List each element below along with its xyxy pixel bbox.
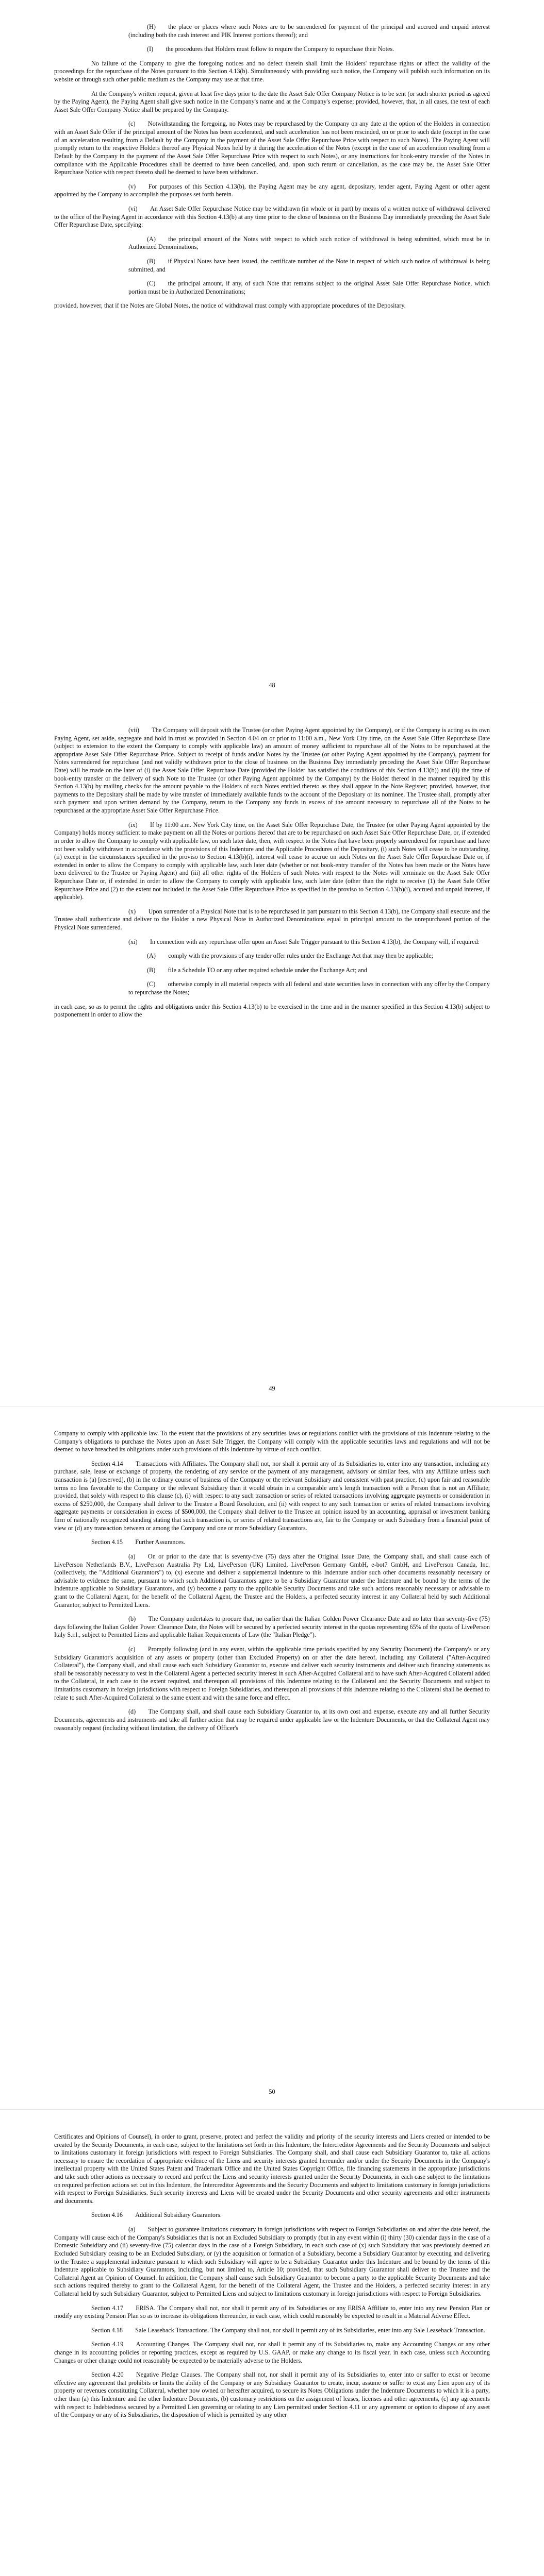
paragraph: (a) Subject to guarantee limitations customary in foreign jurisdictions with respect to Foreign Subsidiaries on and after the date hereof, the Company will cause each of the Company's Subsidiaries that is not an Excluded Subsidiary to promptly (but in any event within (i) thirty (30) calendar days in the case of a Domestic Subsidiary and (ii) seventy-five (75) calendar days in the case of a Foreign Subsidiary, in each such case of (x) such Subsidiary that was previously deemed an Excluded Subsidiary ceasing to be an Excluded Subsidiary, or (y) the acquisition or formation of a Subsidiary, become a Subsidiary Guarantor by executing and delivering to the Trustee a supplemental indenture pursuant to which such Subsidiary will agree to be a Subsidiary Guarantor under this Indenture and be bound by the terms of this Indenture applicable to Subsidiary Guarantors, including, but not limited to, Article 10; provided, that such Subsidiary Guarantor shall deliver to the Trustee and the Collateral Agent an Opinion of Counsel. In addition, the Company shall cause such Subsidiary Guarantor to become a party to the applicable Security Documents and take such actions required thereby to grant to the Collateral Agent, for the benefit of the Collateral Agent, the Trustee and the Holders, a perfected security interest in any Collateral held by such Subsidiary Guarantor, subject to Permitted Liens and subject to limitations customary in foreign jurisdictions with respect to Foreign Subsidiaries.	[54, 2226, 490, 2297]
paragraph: (C) otherwise comply in all material respects with all federal and state securities laws in connection with any offer by the Company to repurchase the Notes;	[128, 980, 490, 996]
page-51	[0, 2110, 544, 2576]
paragraph: (c) Notwithstanding the foregoing, no Notes may be repurchased by the Company on any date at the option of the Holders in connection with an Asset Sale Offer if the principal amount of the Notes has been accelerated, and such acceleration has not been rescinded, on or prior to such date (except in the case of an acceleration resulting from a Default by the Company in the payment of the Asset Sale Offer Repurchase Price with respect to such Notes). The Paying Agent will promptly return to the respective Holders thereof any Physical Notes held by it during the acceleration of the Notes (except in the case of an acceleration resulting from a Default by the Company in the payment of the Asset Sale Offer Repurchase Price with respect to such Notes), or any instructions for book-entry transfer of the Notes in compliance with the Applicable Procedures shall be deemed to have been cancelled, and, upon such return or cancellation, as the case may be, the Asset Sale Offer Repurchase Notice with respect thereto shall be deemed to have been withdrawn.	[54, 120, 490, 176]
paragraph: in each case, so as to permit the rights and obligations under this Section 4.13(b) to be exercised in the time and in the manner specified in this Section 4.13(b) subject to postponement in order to allow the	[54, 1003, 490, 1019]
page-49-content	[54, 726, 490, 1375]
paragraph: (v) For purposes of this Section 4.13(b), the Paying Agent may be any agent, depositary, tender agent, Paying Agent or other agent appointed by the Company to accomplish the purposes set forth herein.	[54, 182, 490, 198]
page-number: 49	[269, 1385, 275, 1392]
section-paragraph: Section 4.14 Transactions with Affiliates. The Company shall not, nor shall it permit any of its Subsidiaries to, enter into any transaction, including any purchase, sale, lease or exchange of property, the rendering of any service or the payment of any management, advisory or similar fees, with any Affiliate unless such transaction is (a) [reserved], (b) in the ordinary course of business of the Company or the relevant Subsidiary and consistent with past practice, (c) upon fair and reasonable terms no less favorable to the Company or the relevant Subsidiary than it would obtain in a comparable arm's length transaction with a Person that is not an Affiliate; provided, that solely with respect to this clause (c), (i) with respect to any such transaction or series of related transactions involving aggregate payments or consideration in excess of $250,000, the Company shall deliver to the Trustee a Board Resolution, and (ii) with respect to any such transaction or series of related transactions involving aggregate payments or consideration in excess of $500,000, the Company shall deliver to the Trustee an opinion issued by an accounting, appraisal or investment banking firm of nationally recognized standing stating that such transaction is, or series of related transactions are, fair to the Company or such Subsidiary from a financial point of view or (d) any transaction between or among the Company and one or more Subsidiary Guarantors.	[54, 1460, 490, 1532]
paragraph: (vi) An Asset Sale Offer Repurchase Notice may be withdrawn (in whole or in part) by means of a written notice of withdrawal delivered to the office of the Paying Agent in accordance with this Section 4.13(b) at any time prior to the close of business on the Business Day immediately preceding the Asset Sale Offer Repurchase Date, specifying:	[54, 205, 490, 229]
paragraph: (b) The Company undertakes to procure that, no earlier than the Italian Golden Power Clearance Date and no later than seventy-five (75) days following the Italian Golden Power Clearance Date, the Notes will be secured by a perfected security interest in the quotas representing 65% of the quota of LivePerson Italy S.r.l., subject to Permitted Liens and applicable Italian Requirements of Law (the "Italian Pledge").	[54, 1615, 490, 1639]
paragraph: (B) file a Schedule TO or any other required schedule under the Exchange Act; and	[147, 966, 367, 974]
paragraph: (d) The Company shall, and shall cause each Subsidiary Guarantor to, at its own cost and expense, execute any and all further Security Documents, agreements and instruments and take all further action that may be required under applicable law or the Indenture Documents, or that the Collateral Agent may reasonably request (including without limitation, the delivery of Officer's	[54, 1708, 490, 1732]
paragraph: (B) if Physical Notes have been issued, the certificate number of the Note in respect of which such notice of withdrawal is being submitted, and	[128, 258, 490, 273]
page-50	[0, 1406, 544, 2110]
paragraph: (vii) The Company will deposit with the Trustee (or other Paying Agent appointed by the Company), or if the Company is acting as its own Paying Agent, set aside, segregate and hold in trust as provided in Section 4.04 on or prior to 11:00 a.m., New York City time, on the Asset Sale Offer Repurchase Date (subject to extension to the extent the Company to comply with applicable law) an amount of money sufficient to repurchase all of the Notes to be repurchased at the appropriate Asset Sale Offer Repurchase Price. Subject to receipt of funds and/or Notes by the Trustee (or other Paying Agent appointed by the Company), payment for Notes surrendered for repurchase (and not validly withdrawn prior to the close of business on the Business Day immediately preceding the Asset Sale Offer Repurchase Date) will be made on the later of (i) the Asset Sale Offer Repurchase Date (provided the Holder has satisfied the conditions of this Section 4.13(b)) and (ii) the time of book-entry transfer or the delivery of such Note to the Trustee (or other Paying Agent appointed by the Company) by the Holder thereof in the manner required by this Section 4.13(b) by mailing checks for the amount payable to the Holders of such Notes entitled thereto as they shall appear in the Note Register; provided, however, that payments to the Depositary shall be made by wire transfer of immediately available funds to the account of the Depositary or its nominee. The Trustee shall, promptly after such payment and upon written demand by the Company, return to the Company any funds in excess of the amount necessary to repurchase all of the Notes to be repurchased at the appropriate Asset Sale Offer Repurchase Price.	[54, 726, 490, 815]
paragraph: (I) the procedures that Holders must follow to require the Company to repurchase their Notes.	[147, 45, 394, 53]
section-heading: Section 4.16 Additional Subsidiary Guarantors.	[91, 2211, 222, 2219]
paragraph: (A) the principal amount of the Notes with respect to which such notice of withdrawal is being submitted, which must be in Authorized Denominations,	[128, 235, 490, 251]
section-heading: Section 4.15 Further Assurances.	[91, 1538, 186, 1546]
paragraph: (xi) In connection with any repurchase offer upon an Asset Sale Trigger pursuant to this Section 4.13(b), the Company will, if required:	[128, 938, 480, 945]
section-paragraph: Section 4.19 Accounting Changes. The Company shall not, nor shall it permit any of its Subsidiaries to, make any Accounting Changes or any other change in its accounting policies or reporting practices, except as required by U.S. GAAP, or make any change to its fiscal year, in each case, unless such Accounting Changes or other change could not reasonably be expected to be materially adverse to the Holders.	[54, 2341, 490, 2364]
paragraph: No failure of the Company to give the foregoing notices and no defect therein shall limit the Holders' repurchase rights or affect the validity of the proceedings for the repurchase of the Notes pursuant to this Section 4.13(b). Simultaneously with providing such notice, the Company will publish such information on its website or through such other public medium as the Company may use at that time.	[54, 59, 490, 83]
page-50-content	[54, 1430, 490, 2078]
page-51-content	[54, 2133, 490, 2576]
paragraph: provided, however, that if the Notes are Global Notes, the notice of withdrawal must comply with appropriate procedures of the Depositary.	[54, 302, 406, 310]
paragraph: (C) the principal amount, if any, of such Note that remains subject to the original Asset Sale Offer Repurchase Notice, which portion must be in Authorized Denominations;	[128, 280, 490, 295]
paragraph: Certificates and Opinions of Counsel), in order to grant, preserve, protect and perfect the validity and priority of the security interests and Liens created or intended to be created by the Security Documents, in each case, subject to the limitations set forth in this Indenture, the Intercreditor Agreements and the Security Documents and subject to limitations customary in foreign jurisdictions with respect to Foreign Subsidiaries. The Company shall, and shall cause each Subsidiary Guarantor to, take all actions necessary to ensure the recordation of appropriate evidence of the Liens and security interests granted hereunder and/or under the Security Documents in the Company's intellectual property with the United States Patent and Trademark Office and the United States Copyright Office, file financing statements in the appropriate jurisdictions and take such other actions as necessary to record and perfect the Liens and security interests granted under the Security Documents, in each case subject to the limitations on required perfection actions set out in this Indenture, the Intercreditor Agreements and the Security Documents and subject to limitations customary in foreign jurisdictions with respect to Foreign Subsidiaries. Such security interests and Liens will be created under the Security Documents and other security agreements and other instruments and documents.	[54, 2133, 490, 2205]
paragraph: (x) Upon surrender of a Physical Note that is to be repurchased in part pursuant to this Section 4.13(b), the Company shall execute and the Trustee shall authenticate and deliver to the Holder a new Physical Note in Authorized Denominations equal in principal amount to the unrepurchased portion of the Physical Note surrendered.	[54, 907, 490, 931]
page-48	[0, 0, 544, 703]
page-48-content	[54, 23, 490, 672]
page-49	[0, 703, 544, 1406]
section-paragraph: Section 4.20 Negative Pledge Clauses. The Company shall not, nor shall it permit any of its Subsidiaries to, enter into or suffer to exist or become effective any agreement that prohibits or limits the ability of the Company or any Subsidiary Guarantor to create, incur, assume or suffer to exist any Lien upon any of its property or revenues constituting Collateral, whether now owned or hereafter acquired, to secure its Notes Obligations under the Indenture Documents to which it is a party, other than (a) this Indenture and the other Indenture Documents, (b) customary restrictions on the assignment of leases, licenses and other agreements, (c) any agreements with respect to Indebtedness secured by a Permitted Lien governing or relating to any Lien permitted under Section 4.11 or any agreement or option to dispose of any asset of the Company or any of its Subsidiaries, the disposition of which is permitted by any other	[54, 2371, 490, 2419]
paragraph: At the Company's written request, given at least five days prior to the date the Asset Sale Offer Company Notice is to be sent (or such shorter period as agreed by the Paying Agent), the Paying Agent shall give such notice in the Company's name and at the Company's expense; provided, however, that, in all cases, the text of each Asset Sale Offer Company Notice shall be prepared by the Company.	[54, 90, 490, 113]
section-paragraph: Section 4.17 ERISA. The Company shall not, nor shall it permit any of its Subsidiaries or any ERISA Affiliate to, enter into any new Pension Plan or modify any existing Pension Plan so as to increase its obligations thereunder, in each case, which could reasonably be expected to result in a Material Adverse Effect.	[54, 2304, 490, 2320]
paragraph: (H) the place or places where such Notes are to be surrendered for payment of the principal and accrued and unpaid interest (including both the cash interest and PIK Interest portions thereof); and	[128, 23, 490, 39]
paragraph: (ix) If by 11:00 a.m. New York City time, on the Asset Sale Offer Repurchase Date, the Trustee (or other Paying Agent appointed by the Company) holds money sufficient to make payment on all the Notes or portions thereof that are to be repurchased on such Asset Sale Offer Repurchase Date, or, if extended in order to allow the Company to comply with applicable law, on such later date, then, with respect to the Notes that have been properly surrendered for repurchase and have not been validly withdrawn in accordance with the provisions of this Indenture and the Applicable Procedures of the Depositary, (i) such Notes will cease to be outstanding, (ii) except in the circumstances specified in the proviso to Section 4.13(b)(i), interest will cease to accrue on such Notes on the Asset Sale Offer Repurchase Date or, if extended in order to allow the Company to comply with applicable law, such later date (whether or not book-entry transfer of the Notes has been made or the Notes have been delivered to the Trustee or Paying Agent) and (iii) all other rights of the Holders of such Notes with respect to the Notes will terminate on the Asset Sale Offer Repurchase Date or, if extended in order to allow the Company to comply with applicable law, such later date (other than the right to receive (1) the Asset Sale Offer Repurchase Price and (2) to the extent not included in the Asset Sale Offer Repurchase Price as specified in the proviso to Section 4.13(b)(i), accrued and unpaid interest, if applicable).	[54, 821, 490, 901]
paragraph: (A) comply with the provisions of any tender offer rules under the Exchange Act that may then be applicable;	[147, 952, 434, 960]
paragraph: (a) On or prior to the date that is seventy-five (75) days after the Original Issue Date, the Company shall, and shall cause each of LivePerson Netherlands B.V., LivePerson Australia Pty Ltd, LivePerson (UK) Limited, LivePerson Germany GmbH, e-bot7 GmbH, and LivePerson Canada, Inc. (collectively, the "Additional Guarantors") to, (x) execute and deliver a supplemental indenture to this Indenture and/or such other documents reasonably necessary or advisable to evidence the same, pursuant to which such Additional Guarantors agree to be a Subsidiary Guarantor under the Indenture and be bound by the terms of the Indenture applicable to Subsidiary Guarantors, and (y) become a party to the applicable Security Documents and take such actions reasonably necessary or advisable to grant to the Collateral Agent, for the benefit of the Collateral Agent, the Trustee and the Holders, a perfected security interest in any Collateral held by such Additional Guarantor, subject to Permitted Liens.	[54, 1552, 490, 1608]
page-number: 48	[269, 682, 275, 689]
paragraph: Company to comply with applicable law. To the extent that the provisions of any securities laws or regulations conflict with the provisions of this Indenture relating to the Company's obligations to purchase the Notes upon an Asset Sale Trigger, the Company will comply with the applicable securities laws and regulations and will not be deemed to have breached its obligations under such provisions of this Indenture by virtue of such conflict.	[54, 1430, 490, 1453]
paragraph: (c) Promptly following (and in any event, within the applicable time periods specified by any Security Document) the Company's or any Subsidiary Guarantor's acquisition of any assets or property (other than Excluded Property) on or after the date hereof, including any Collateral ("After-Acquired Collateral"), the Company shall, and shall cause each such Subsidiary Guarantor to, execute and deliver such security instruments and deliver such financing statements as shall be reasonably necessary to vest in the Collateral Agent a perfected security interest in such After-Acquired Collateral and to have such After-Acquired Collateral added to the Collateral, in each case to the extent required, and thereupon all provisions of this Indenture relating to the Collateral and the Security Documents and subject to limitations customary in foreign jurisdictions with respect to Foreign Subsidiaries, and thereupon all provisions of this Indenture relating to the Collateral shall be deemed to relate to such After-Acquired Collateral to the same extent and with the same force and effect.	[54, 1646, 490, 1701]
page-number: 50	[269, 2088, 275, 2095]
section-paragraph: Section 4.18 Sale Leaseback Transactions. The Company shall not, nor shall it permit any of its Subsidiaries, enter into any Sale Leaseback Transaction.	[91, 2326, 486, 2334]
